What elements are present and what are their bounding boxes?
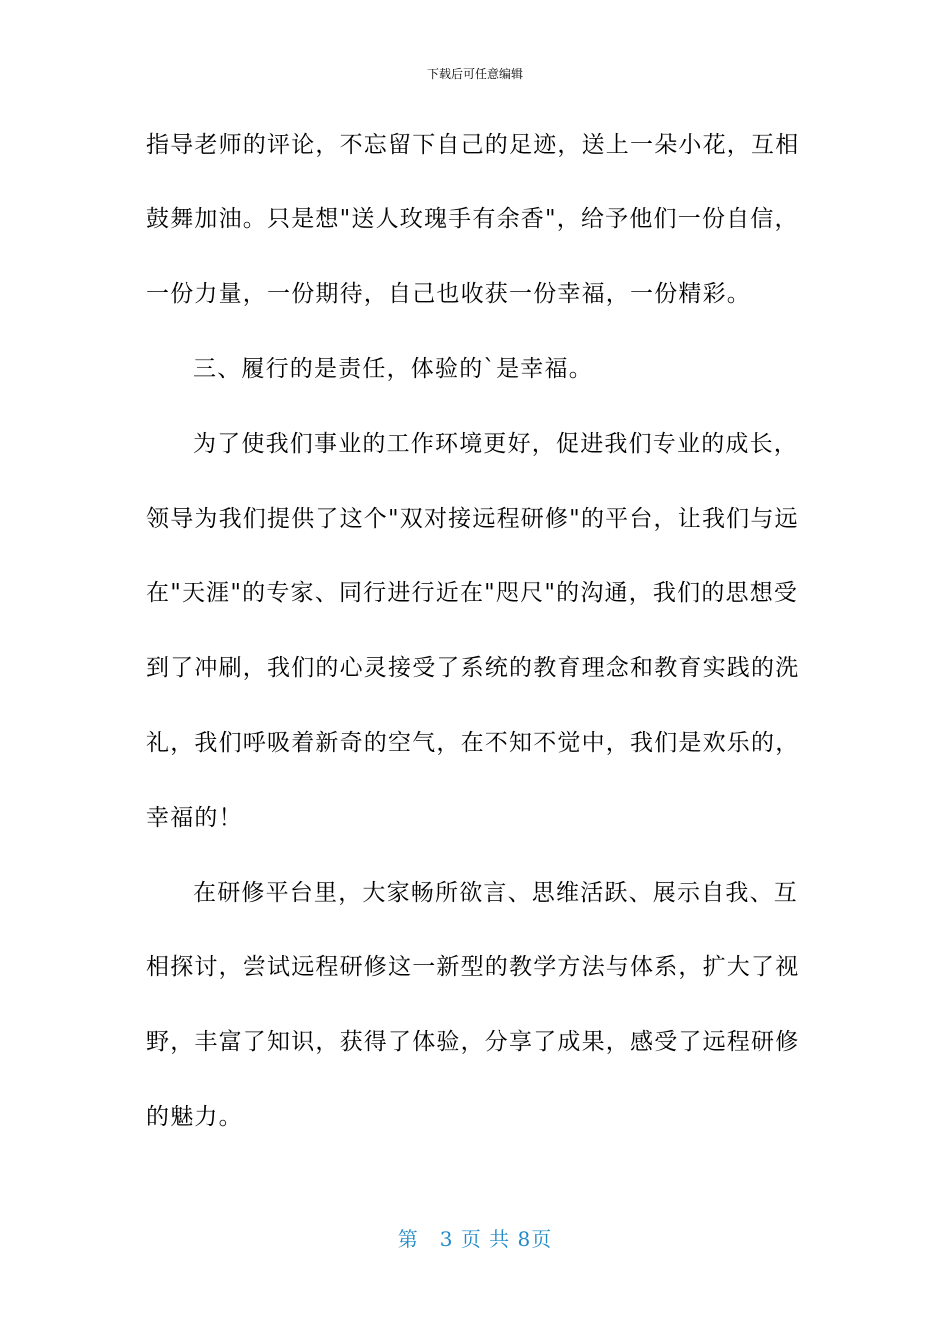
- body-line: 相探讨，尝试远程研修这一新型的教学方法与体系，扩大了视: [146, 954, 800, 980]
- body-line: 幸福的！: [146, 805, 243, 831]
- page-header: 下载后可任意编辑: [426, 67, 523, 81]
- body-line: 领导为我们提供了这个"双对接远程研修"的平台，让我们与远: [146, 506, 799, 532]
- body-line: 指导老师的评论，不忘留下自己的足迹，送上一朵小花，互相: [146, 132, 800, 158]
- body-line: 为了使我们事业的工作环境更好，促进我们专业的成长，: [193, 431, 798, 457]
- body-line: 鼓舞加油。只是想"送人玫瑰手有余香"，给予他们一份自信，: [146, 206, 799, 232]
- body-line: 到了冲刷，我们的心灵接受了系统的教育理念和教育实践的洗: [146, 655, 800, 681]
- section-heading: 三、履行的是责任，体验的`是幸福。: [193, 356, 593, 382]
- body-line: 在"天涯"的专家、同行进行近在"咫尺"的沟通，我们的思想受: [146, 580, 799, 606]
- body-line: 在研修平台里，大家畅所欲言、思维活跃、展示自我、互: [193, 880, 798, 906]
- body-line: 野，丰富了知识，获得了体验，分享了成果，感受了远程研修: [146, 1029, 800, 1055]
- page-number: 第 3 页 共 8页: [397, 1227, 553, 1251]
- body-line: 的魅力。: [146, 1104, 243, 1130]
- body-line: 礼，我们呼吸着新奇的空气，在不知不觉中，我们是欢乐的，: [146, 730, 800, 756]
- body-line: 一份力量，一份期待，自己也收获一份幸福，一份精彩。: [146, 281, 751, 307]
